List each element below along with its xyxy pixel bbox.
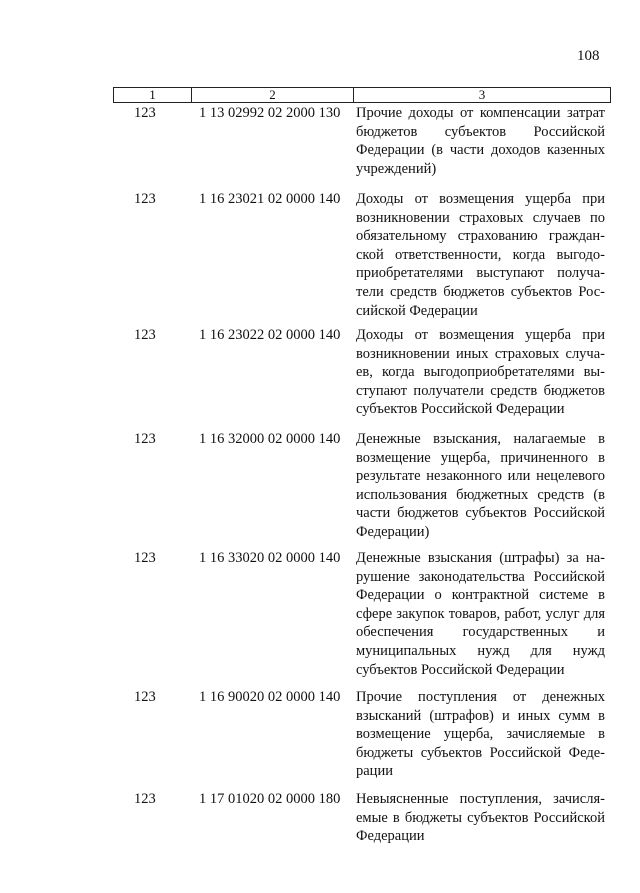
income-description: Невыясненные поступления, зачисляемые в бюджеты субъектов Российской Федерации bbox=[356, 791, 605, 845]
budget-classification-code: 1 16 90020 02 0000 140 bbox=[199, 689, 341, 705]
column-header-1: 1 bbox=[149, 87, 156, 102]
column-header-2: 2 bbox=[192, 88, 354, 103]
income-description: Денежные взыскания (штрафы) за нарушение законодательства Российской Федерации о контрактной системе в сфере закупок товаров, работ, услуг для обеспечения государственных и муниципальных нужд для нужд субъектов Российской Федерации bbox=[356, 550, 605, 678]
admin-code: 123 bbox=[134, 689, 156, 705]
income-description: Доходы от возмещения ущерба при возникновении страховых случаев по обязательному страхованию гражданской ответственности, когда выгодоприобретателями выступают получатели средств бюджетов субъектов Российской Федерации bbox=[356, 191, 605, 319]
budget-classification-code: 1 16 23021 02 0000 140 bbox=[199, 191, 341, 207]
income-description: Доходы от возмещения ущерба при возникновении иных страховых случаев, когда выгодоприобретателями выступают получатели средств бюджетов субъектов Российской Федерации bbox=[356, 327, 605, 418]
column-header-3: 3 bbox=[354, 88, 611, 103]
budget-classification-code: 1 16 32000 02 0000 140 bbox=[199, 431, 341, 447]
admin-code: 123 bbox=[134, 327, 156, 343]
page-number: 108 bbox=[577, 48, 600, 64]
admin-code: 123 bbox=[134, 191, 156, 207]
budget-classification-code: 1 17 01020 02 0000 180 bbox=[199, 791, 341, 807]
admin-code: 123 bbox=[134, 105, 156, 121]
budget-classification-code: 1 13 02992 02 2000 130 bbox=[199, 105, 341, 121]
income-description: Денежные взыскания, налагаемые в возмещение ущерба, причиненного в результате незаконного или нецелевого использования бюджетных средств (в части бюджетов субъектов Российской Федерации) bbox=[356, 431, 605, 540]
column-header-table bbox=[113, 87, 611, 103]
admin-code: 123 bbox=[134, 791, 156, 807]
budget-classification-code: 1 16 23022 02 0000 140 bbox=[199, 327, 341, 343]
income-description: Прочие доходы от компенсации затрат бюджетов субъектов Российской Федерации (в части доходов казенных учреждений) bbox=[356, 105, 605, 177]
admin-code: 123 bbox=[134, 431, 156, 447]
admin-code: 123 bbox=[134, 550, 156, 566]
budget-classification-code: 1 16 33020 02 0000 140 bbox=[199, 550, 341, 566]
income-description: Прочие поступления от денежных взысканий (штрафов) и иных сумм в возмещение ущерба, зачисляемые в бюджеты субъектов Российской Федерации bbox=[356, 689, 605, 780]
